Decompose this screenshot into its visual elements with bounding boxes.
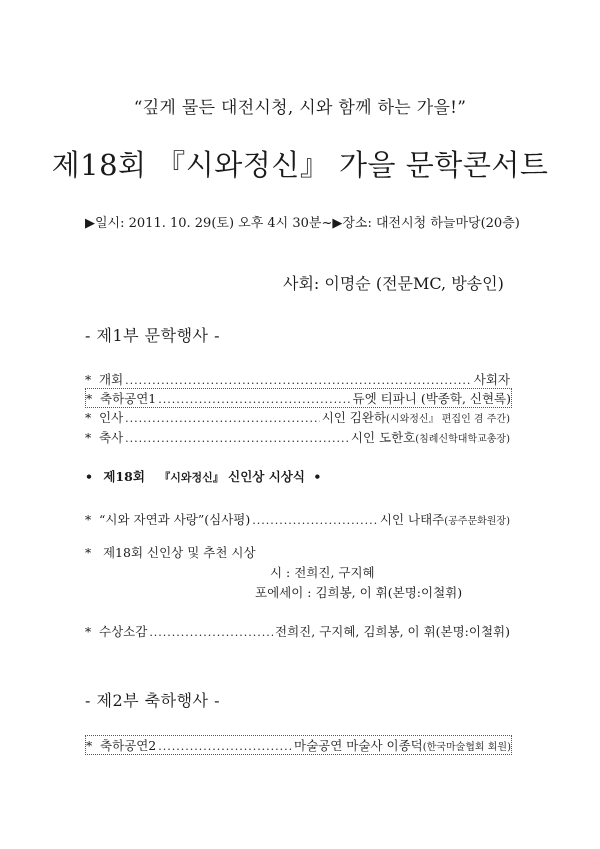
program-item-note: (공주문화원장) bbox=[444, 516, 510, 527]
award-ceremony-heading bbox=[85, 467, 321, 485]
bullet: * bbox=[85, 512, 92, 527]
dot-leader bbox=[252, 514, 378, 527]
program-item-award bbox=[85, 543, 256, 561]
program-item-label: 인사 bbox=[99, 410, 124, 425]
bullet: • bbox=[313, 469, 322, 484]
dot-leader bbox=[125, 432, 349, 445]
bullet: * bbox=[85, 624, 92, 639]
bullet: * bbox=[85, 410, 92, 425]
program-item-review bbox=[85, 510, 510, 528]
bullet: * bbox=[85, 372, 92, 387]
part1-heading: - 제1부 문학행사 - bbox=[85, 326, 220, 345]
program-item-note: (시와정신』 편집인 겸 주간) bbox=[386, 414, 510, 425]
ceremony-magazine: 『시와정신』 bbox=[159, 471, 224, 484]
bullet: • bbox=[85, 469, 93, 484]
dot-leader bbox=[158, 740, 292, 753]
ceremony-title: 신인상 시상식 bbox=[228, 469, 305, 484]
program-item-person: 시인 도한호 bbox=[350, 430, 416, 445]
program-item-note: (침례신학대학교총장) bbox=[415, 434, 510, 445]
program-item-label: 축사 bbox=[99, 430, 124, 445]
award-essay: 포에세이 : 김희봉, 이 휘(본명:이철휘) bbox=[255, 585, 463, 600]
program-item-label: 개회 bbox=[99, 372, 124, 387]
bullet: * bbox=[86, 738, 93, 753]
part2-heading: - 제2부 축하행사 - bbox=[85, 691, 220, 710]
dot-leader bbox=[125, 374, 472, 387]
program-item-label: 수상소감 bbox=[99, 624, 148, 639]
program-item-person: 듀엣 티파니 (박종학, 신현록) bbox=[352, 391, 511, 406]
award-poetry: 시 : 전희진, 구지혜 bbox=[270, 565, 375, 580]
program-item-person: 전희진, 구지혜, 김희봉, 이 휘(본명:이철휘) bbox=[275, 624, 510, 639]
bullet: * bbox=[85, 430, 92, 445]
program-item-label: 축하공연2 bbox=[100, 738, 157, 753]
ceremony-number: 제18회 bbox=[103, 469, 145, 484]
program-item-label: “시와 자연과 사랑”(심사평) bbox=[99, 512, 251, 527]
program-item-congratulation bbox=[85, 428, 510, 446]
bullet: * bbox=[85, 545, 92, 560]
event-info: ▶일시: 2011. 10. 29(토) 오후 4시 30분~▶장소: 대전시청 하늘마당(20층) bbox=[85, 216, 520, 231]
program-item-speech bbox=[85, 622, 510, 640]
dot-leader bbox=[158, 393, 350, 406]
subtitle: “깊게 물든 대전시청, 시와 함께 하는 가을!” bbox=[133, 98, 467, 118]
dot-leader bbox=[149, 626, 273, 639]
program-item-opening bbox=[85, 370, 510, 388]
program-item-person: 마술공연 마술사 이종덕 bbox=[294, 738, 423, 753]
program-item-person: 사회자 bbox=[473, 372, 510, 387]
dot-leader bbox=[125, 412, 320, 425]
host-info: 사회: 이명순 (전문MC, 방송인) bbox=[283, 274, 504, 293]
program-item-greeting bbox=[85, 408, 510, 426]
program-item-performance2 bbox=[85, 735, 512, 755]
program-item-person: 시인 김완하 bbox=[321, 410, 387, 425]
program-item-performance1 bbox=[85, 388, 512, 408]
program-item-label: 축하공연1 bbox=[100, 391, 157, 406]
bullet: * bbox=[86, 391, 93, 406]
program-item-label: 제18회 신인상 및 추천 시상 bbox=[102, 545, 256, 560]
program-item-person: 시인 나태주 bbox=[379, 512, 445, 527]
page-title: 제18회 『시와정신』 가을 문학콘서트 bbox=[51, 148, 549, 182]
program-item-note: (한국마술협회 회원) bbox=[422, 742, 511, 753]
